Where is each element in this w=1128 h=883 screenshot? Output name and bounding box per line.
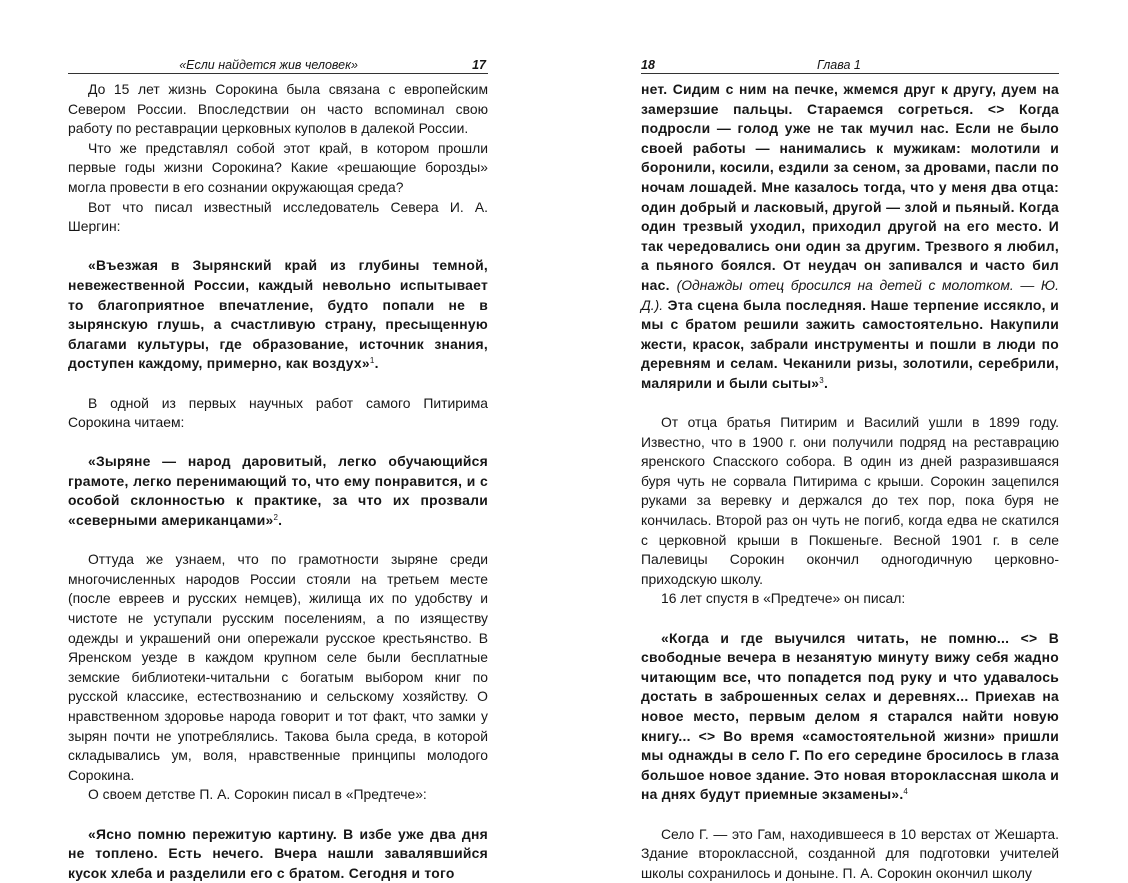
block-quote (68, 256, 488, 374)
page-number: 17 (472, 58, 486, 72)
body-text (641, 80, 1059, 883)
paragraph: В одной из первых научных работ самого Питирима Сорокина читаем: (68, 394, 488, 431)
paragraph: 16 лет спустя в «Предтече» он писал: (661, 590, 906, 607)
quote-text: Эта сцена была последняя. Наше терпение иссякло, и мы с братом решили зажить самостоятельно. Накупили жести, красок, забрали инструменты и пошли в люди по деревням и селам. Чеканили ризы, золотили, серебрили, малярили и были сыты» (641, 296, 1059, 391)
quote-text: нет. Сидим с ним на печке, жмемся друг к другу, дуем на замерзшие пальцы. Стараемся согреться. <> Когда подросли — голод уже не так мучил нас. Если не было своей работы — нанимались к мужикам: молотили и боронили, косили, ездили за сеном, за дровами, пасли по ночам лошадей. Мне казалось тогда, что у меня два отца: один добрый и ласковый, другой — злой и пьяный. Когда один трезвый уходил, приходил другой на его место. И так чередовались они один за другим. Трезвого я любил, а пьяного боялся. От неудач он запивался и часто бил нас. (641, 81, 1059, 293)
paragraph: Вот что писал известный исследователь Севера И. А. Шергин: (68, 198, 488, 235)
right-page (641, 0, 1059, 881)
footnote-ref: 4 (903, 787, 909, 797)
quote-punct: . (824, 374, 829, 391)
running-title: «Если найдется жив человек» (179, 58, 358, 72)
quote-punct: . (278, 512, 283, 529)
quote-punct: . (374, 355, 379, 372)
paragraph: Оттуда же узнаем, что по грамотности зыряне среди многочисленных народов России стояли на третьем месте (после евреев и русских немцев), жилища их по удобству и чистоте не уступали русским поселениям, а по изяществу одежды и украшений они опережали русское крестьянство. В Яренском уезде в каждом крупном селе были бесплатные земские библиотеки-читальни с богатым выбором книг по русской классике, естествознанию и сельскому хозяйству. О нравственном здоровье народа говорит и тот факт, что замки у зырян почти не употреблялись. Такова была среда, в которой складывались ум, воля, нравственные принципы молодого Сорокина. (68, 551, 488, 783)
block-quote (641, 629, 1059, 805)
editor-note: (Однажды отец бросился на детей с молотком. — Ю. Д.). (641, 276, 1059, 313)
paragraph: До 15 лет жизнь Сорокина была связана с европейским Севером России. Впоследствии он часто вспоминал свою работу по реставрации церковных куполов в далекой России. (68, 81, 488, 137)
paragraph: Село Г. — это Гам, находившееся в 10 верстах от Жешарта. Здание второклассной, созданной для подготовки учителей школы сохранилось и доныне. П. А. Сорокин окончил школу (641, 825, 1059, 881)
paragraph: От отца братья Питирим и Василий ушли в 1899 году. Известно, что в 1900 г. они получили подряд на реставрацию яренского Спасского собора. В один из дней разразившаяся буря чуть не сорвала Питирима с крыши. Сорокин зацепился руками за веревку и держался до тех пор, пока буря не кончилась. Второй раз он чуть не погиб, когда едва не скатился с церковной крыши в Покшеньге. Весной 1901 г. в селе Палевицы Сорокин окончил одногодичную церковно-приходскую школу. (641, 414, 1059, 587)
left-page (68, 0, 488, 881)
block-quote-continued (641, 80, 1059, 394)
paragraph: Что же представлял собой этот край, в котором прошли первые годы жизни Сорокина? Какие «решающие борозды» могла провести в его сознании окружающая среда? (68, 139, 488, 195)
quote-text: «Въезжая в Зырянский край из глубины темной, невежественной России, каждый невольно испытывает то благоприятное впечатление, будто попали не в зырянскую глушь, а счастливую страну, пресыщенную благами культуры, где образование, источник знания, доступен каждому, примерно, как воздух» (68, 257, 488, 372)
running-header (641, 58, 1059, 74)
footnote-ref: 1 (369, 356, 375, 366)
body-text (68, 80, 488, 883)
footnote-ref: 3 (819, 375, 824, 385)
quote-punct: . (899, 786, 904, 803)
quote-text: «Когда и где выучился читать, не помню... <> В свободные вечера в незанятую минуту вижу себя жадно читающим все, что попадется под руку и что удавалось достать в заброшенных селах и деревнях... Приехав на новое место, первым делом я старался найти новую книгу... <> Во время «самостоятельной жизни» пришли мы однажды в село Г. По его середине бросилось в глаза большое новое здание. Это новая второклассная школа и на днях будут приемные экзамены» (641, 629, 1059, 803)
block-quote: «Ясно помню пережитую картину. В избе уже два дня не топлено. Есть нечего. Вчера нашли завалявшийся кусок хлеба и разделили его с братом. Сегодня и того (68, 825, 488, 881)
running-title: Глава 1 (817, 58, 861, 72)
paragraph: О своем детстве П. А. Сорокин писал в «Предтече»: (88, 786, 427, 803)
block-quote (68, 452, 488, 530)
running-header (68, 58, 488, 74)
footnote-ref: 2 (273, 513, 279, 523)
page-number: 18 (641, 58, 655, 72)
quote-text: «Зыряне — народ даровитый, легко обучающийся грамоте, легко перенимающий то, что ему понравится, и с особой склонностью к практике, за что их прозвали «северными американцами» (68, 453, 488, 529)
